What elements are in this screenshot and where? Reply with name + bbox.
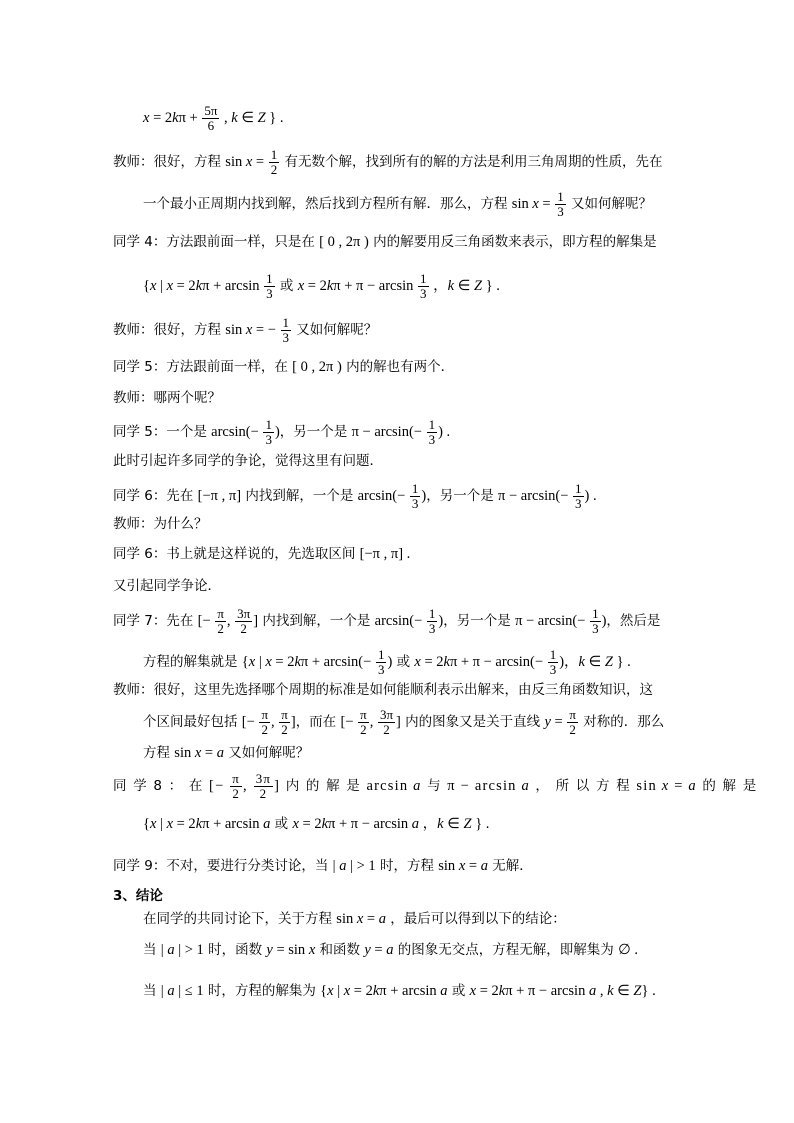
student8-line-1: 同 学 8 ： 在 [− $\frac{\pi}{2}$ , $\frac{3\pi}{2}$ ] 内 的 解 是 arcsin a 与 π − arcsin a ， 所 以 方 程 sin x = a 的 解 是 <box>113 771 758 801</box>
teacher-line-1b: 一个最小正周期内找到解，然后找到方程所有解．那么，方程 sin x = $\frac{1}{3}$ 又如何解呢？ <box>143 189 653 219</box>
teacher-line-2: 教师：很好，方程 sin x = − $\frac{1}{3}$ 又如何解呢？ <box>113 315 378 345</box>
student7-line-1: 同学 7：先在 [− $\frac{\pi}{2}$ , $\frac{3\pi}{2}$ ] 内找到解，一个是 arcsin(− $\frac{1}{3}$ )，另一个是 π − arcsin(− $\frac{1}{3}$ )，然后是 <box>113 606 661 636</box>
student5-line-2: 同学 5：一个是 arcsin(− $\frac{1}{3}$ )，另一个是 π − arcsin(− $\frac{1}{3}$ ) . <box>113 417 451 447</box>
section-heading-conclusion: 3、结论 <box>113 888 163 904</box>
student7-line-2: 方程的解集就是 {x | x = 2kπ + arcsin(− $\frac{1}{3}$ ) 或 x = 2kπ + π − arcsin(− $\frac{1}{3}$ )，k ∈ Z } . <box>143 647 631 677</box>
student8-line-2: {x | x = 2kπ + arcsin a 或 x = 2kπ + π − arcsin a ，k ∈ Z } . <box>143 816 490 832</box>
teacher-line-3: 教师：哪两个呢？ <box>113 390 221 406</box>
equation-line-1: x = 2kπ + $\frac{5\pi}{6}$ , k ∈ Z } . <box>143 103 284 133</box>
conclusion-intro: 在同学的共同讨论下，关于方程 sin x = a ，最后可以得到以下的结论： <box>143 911 566 927</box>
teacher-line-5b: 个区间最好包括 [− $\frac{\pi}{2}$ , $\frac{\pi}{2}$ ]，而在 [− $\frac{\pi}{2}$ , $\frac{3\pi}{2}$ ] 内的图象又是关于直线 y = $\frac{\pi}{2}$ 对称的．那么 <box>143 707 665 737</box>
conclusion-case-2: 当 | a | ≤ 1 时，方程的解集为 {x | x = 2kπ + arcsin a 或 x = 2kπ + π − arcsin a , k ∈ Z} . <box>143 983 656 999</box>
conclusion-case-1: 当 | a | > 1 时，函数 y = sin x 和函数 y = a 的图象无交点，方程无解，即解集为 ∅ . <box>143 942 638 958</box>
teacher-line-1: 教师：很好，方程 sin x = $\frac{1}{2}$ 有无数个解，找到所有的解的方法是利用三角周期的性质，先在 <box>113 147 663 177</box>
student4-line: 同学 4：方法跟前面一样，只是在 [ 0 , 2π ) 内的解要用反三角函数来表示，即方程的解集是 <box>113 234 657 250</box>
student4-solution-set: {x | x = 2kπ + arcsin $\frac{1}{3}$ 或 x = 2kπ + π − arcsin $\frac{1}{3}$ ，k ∈ Z } . <box>143 271 500 301</box>
teacher-line-5: 教师：很好，这里先选择哪个周期的标准是如何能顺利表示出解来，由反三角函数知识，这 <box>113 682 653 698</box>
student5-line-1: 同学 5：方法跟前面一样，在 [ 0 , 2π ) 内的解也有两个． <box>113 359 455 375</box>
teacher-line-4: 教师：为什么？ <box>113 516 208 532</box>
student6-line-1: 同学 6：先在 [−π , π] 内找到解，一个是 arcsin(− $\frac{1}{3}$ )，另一个是 π − arcsin(− $\frac{1}{3}$ ) . <box>113 481 597 511</box>
student6-line-2: 同学 6：书上就是这样说的，先选取区间 [−π , π] . <box>113 546 411 562</box>
teacher-line-5c: 方程 sin x = a 又如何解呢？ <box>143 745 310 761</box>
narration-line-1: 此时引起许多同学的争论，觉得这里有问题． <box>113 453 383 469</box>
narration-line-2: 又引起同学争论． <box>113 578 221 594</box>
student9-line: 同学 9：不对，要进行分类讨论，当 | a | > 1 时，方程 sin x = a 无解． <box>113 858 533 874</box>
